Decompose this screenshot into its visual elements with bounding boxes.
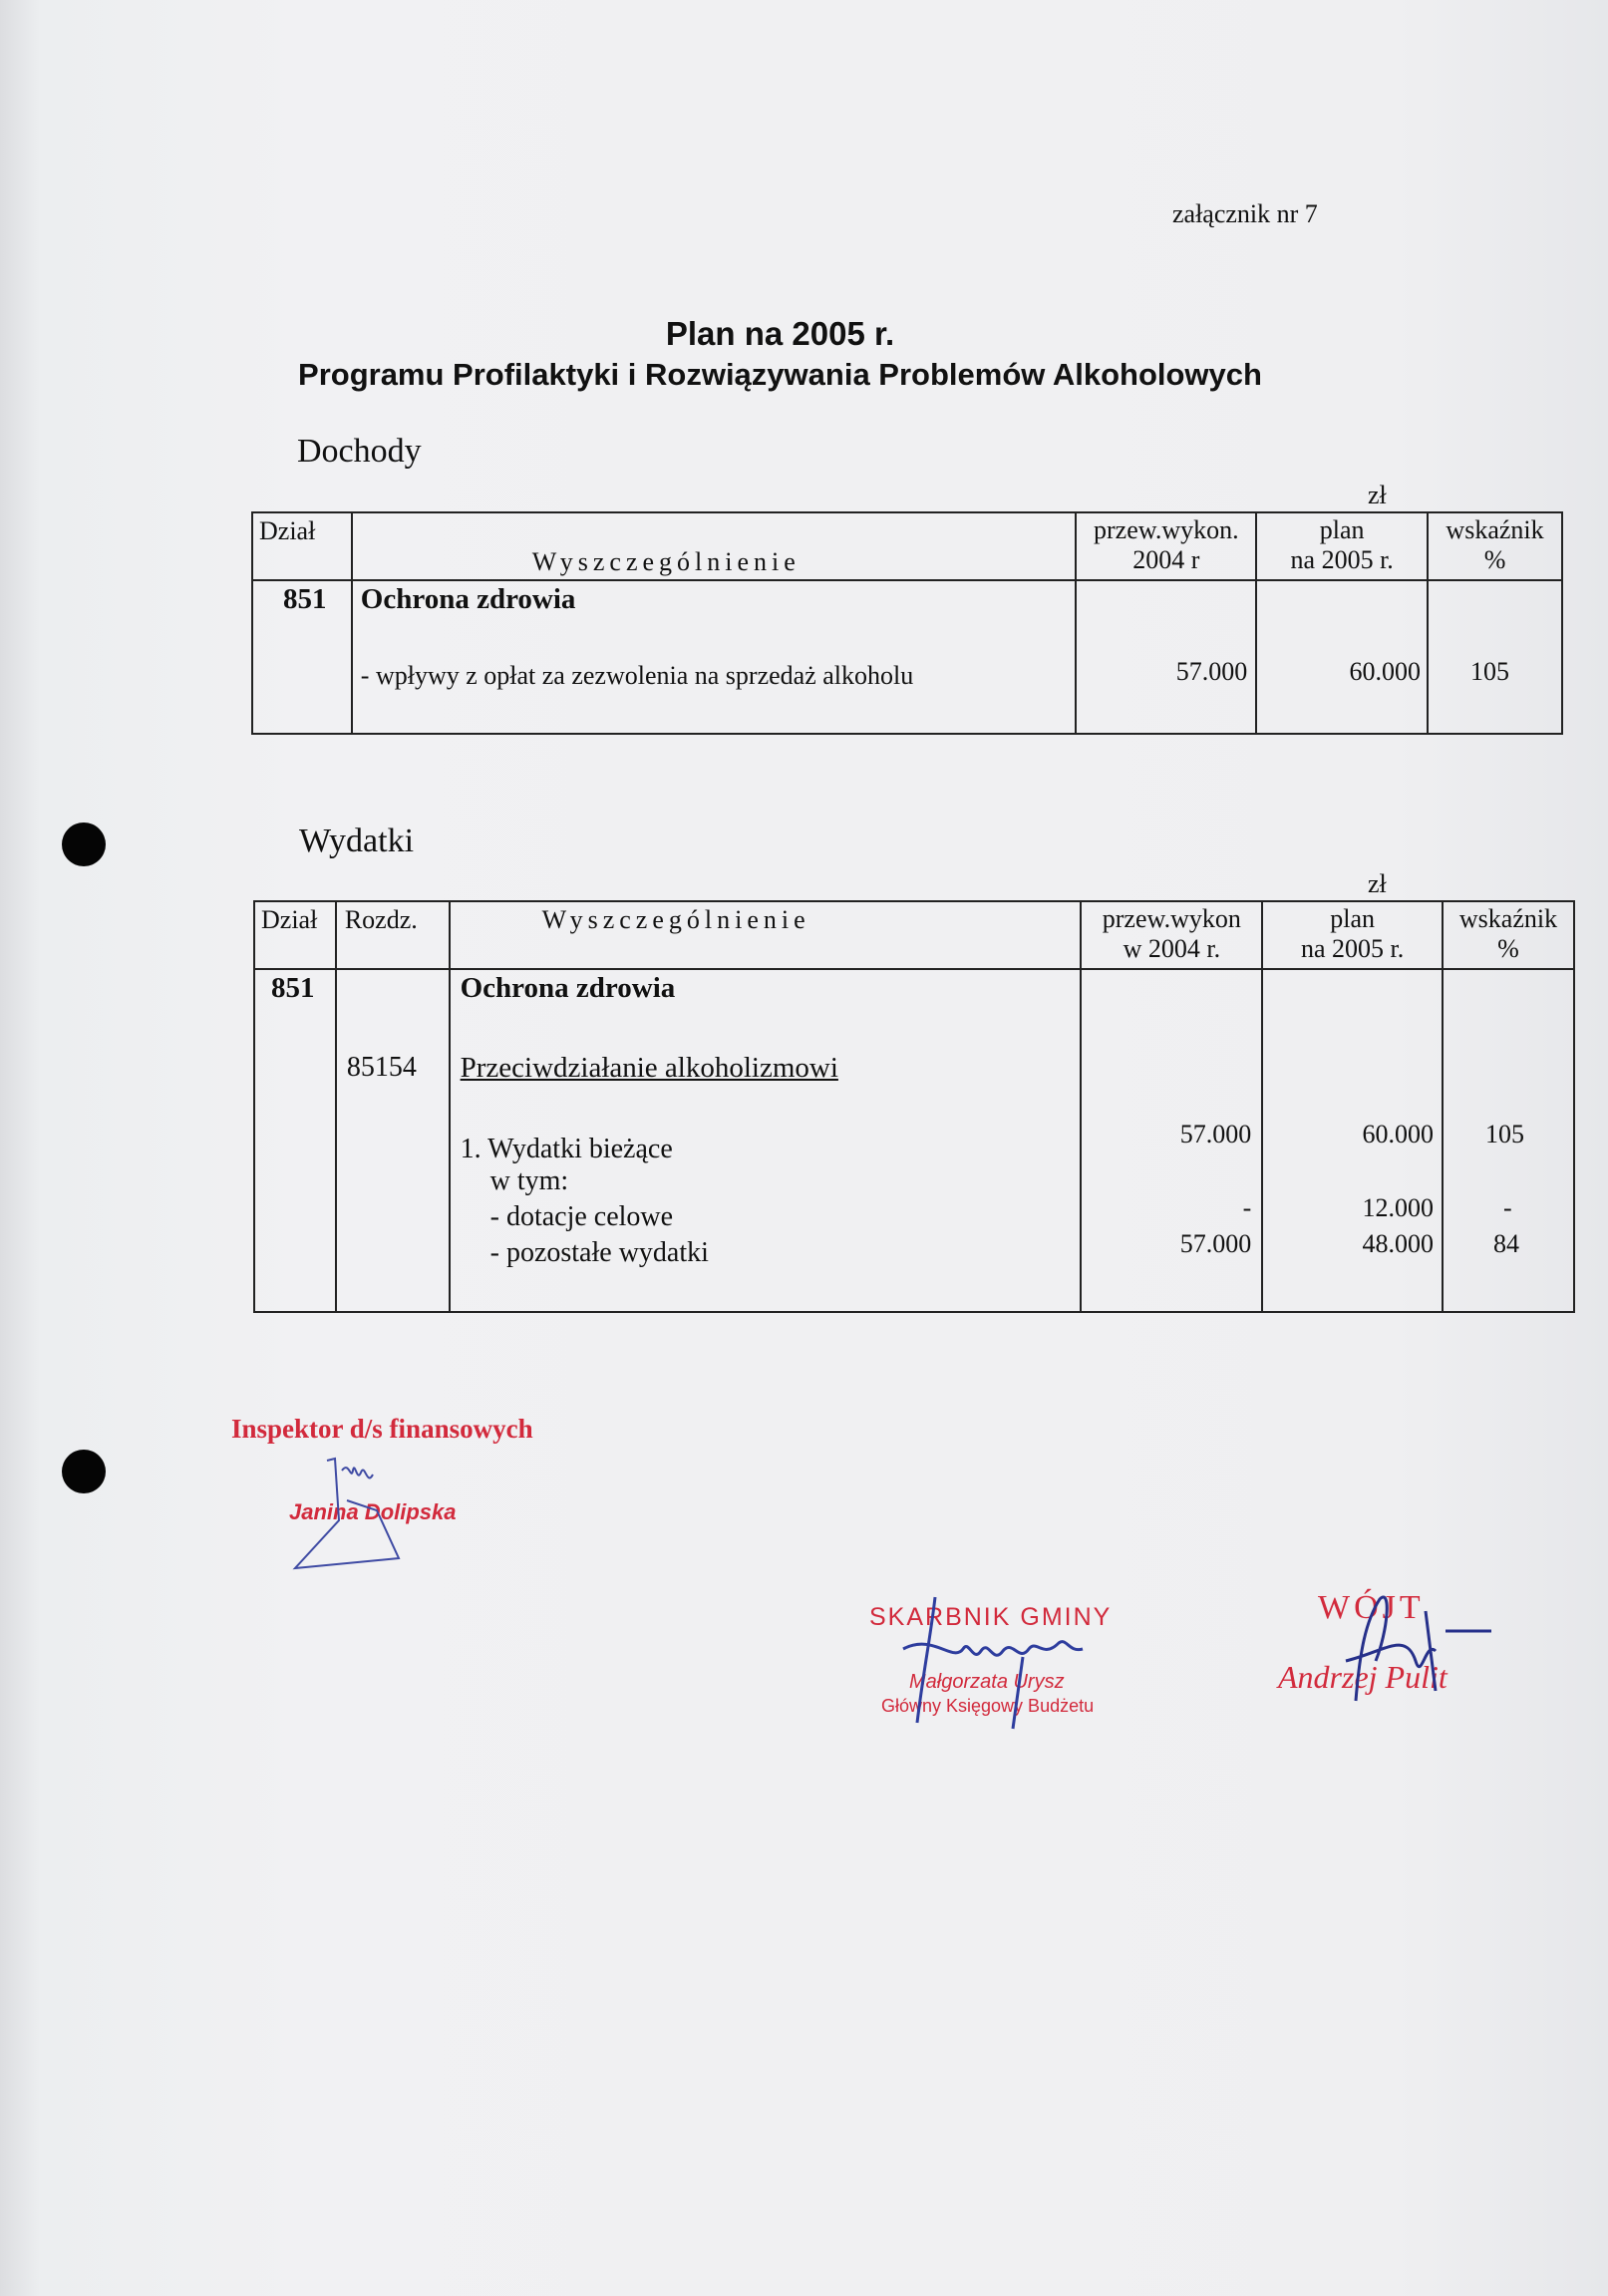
- document-title: Plan na 2005 r.: [665, 315, 895, 352]
- expenses-ind-value: 84: [1493, 1229, 1520, 1258]
- income-header-row: [252, 512, 1562, 580]
- inspector-signature: [287, 1451, 407, 1570]
- expenses-row-label: 1. Wydatki bieżące: [460, 1134, 673, 1164]
- expenses-section-title: Wydatki: [299, 822, 415, 859]
- income-data-row: [252, 580, 1562, 734]
- expenses-plan-cell: [1262, 969, 1443, 1312]
- expenses-ind-value: -: [1503, 1193, 1512, 1222]
- inspector-stamp-title: Inspektor d/s finansowych: [231, 1414, 533, 1444]
- expenses-header-ind: wskaźnik %: [1443, 901, 1574, 969]
- expenses-prev-value: 57.000: [1179, 1229, 1252, 1258]
- income-unit: zł: [1368, 481, 1387, 509]
- expenses-unit: zł: [1368, 869, 1387, 898]
- treasurer-stamp-name: Małgorzata Urysz: [909, 1671, 1065, 1693]
- mayor-signature: [1296, 1591, 1495, 1711]
- punch-hole: [62, 822, 106, 866]
- income-dzial-cell: 851: [252, 580, 352, 734]
- income-header-ind: wskaźnik %: [1428, 512, 1562, 580]
- expenses-ind-value: 105: [1485, 1120, 1525, 1148]
- income-header-desc: Wyszczególnienie: [352, 512, 1077, 580]
- income-prev-value: 57.000: [1175, 657, 1248, 686]
- expenses-rozdz-cell: [336, 969, 450, 1312]
- expenses-dzial-name: Ochrona zdrowia: [460, 972, 676, 1004]
- treasurer-stamp-role: Główny Księgowy Budżetu: [881, 1696, 1095, 1716]
- expenses-rozdz-name: Przeciwdziałanie alkoholizmowi: [460, 1052, 838, 1084]
- expenses-table: [253, 900, 1575, 1313]
- inspector-stamp-name: Janina Dolipska: [289, 1499, 457, 1524]
- expenses-prev-value: 57.000: [1179, 1120, 1252, 1148]
- treasurer-stamp-title: SKARBNIK GMINY: [869, 1603, 1113, 1631]
- expenses-desc-cell: [450, 969, 1082, 1312]
- income-desc-cell: [352, 580, 1077, 734]
- expenses-prev-cell: [1081, 969, 1262, 1312]
- expenses-header-desc: Wyszczególnienie: [450, 901, 1082, 969]
- expenses-data-row: [254, 969, 1574, 1312]
- expenses-prev-value: -: [1242, 1193, 1252, 1222]
- expenses-header-rozdz: Rozdz.: [336, 901, 450, 969]
- expenses-row-label: - pozostałe wydatki: [489, 1237, 709, 1268]
- document-subtitle: Programu Profilaktyki i Rozwiązywania Problemów Alkoholowych: [298, 357, 1262, 392]
- expenses-ind-cell: [1443, 969, 1574, 1312]
- expenses-header-prev: przew.wykon w 2004 r.: [1081, 901, 1262, 969]
- income-ind-value: 105: [1470, 657, 1510, 686]
- expenses-header-row: [254, 901, 1574, 969]
- mayor-stamp-title: WÓJT: [1318, 1589, 1425, 1626]
- mayor-stamp-name: Andrzej Pulit: [1278, 1659, 1447, 1695]
- income-item-label: - wpływy z opłat za zezwolenia na sprzedaż alkoholu: [360, 661, 914, 690]
- income-ind-cell: [1428, 580, 1562, 734]
- annex-label: załącznik nr 7: [1172, 199, 1318, 228]
- punch-hole: [62, 1450, 106, 1493]
- expenses-plan-value: 12.000: [1362, 1193, 1435, 1222]
- expenses-header-plan: plan na 2005 r.: [1262, 901, 1443, 969]
- expenses-row-label: - dotacje celowe: [489, 1201, 674, 1232]
- income-header-plan: plan na 2005 r.: [1256, 512, 1428, 580]
- income-prev-cell: [1076, 580, 1256, 734]
- income-plan-value: 60.000: [1349, 657, 1422, 686]
- treasurer-signature: [873, 1593, 1132, 1733]
- expenses-header-dzial: Dział: [254, 901, 336, 969]
- income-header-prev: przew.wykon. 2004 r: [1076, 512, 1256, 580]
- income-header-dzial: Dział: [252, 512, 352, 580]
- expenses-plan-value: 60.000: [1362, 1120, 1435, 1148]
- income-section-title: Dochody: [297, 433, 422, 470]
- expenses-plan-value: 48.000: [1362, 1229, 1435, 1258]
- income-table: [251, 511, 1563, 735]
- expenses-row-label: w tym:: [489, 1165, 569, 1196]
- expenses-rozdz-code: 85154: [346, 1052, 417, 1083]
- expenses-dzial-cell: 851: [254, 969, 336, 1312]
- income-dzial-name: Ochrona zdrowia: [360, 583, 576, 615]
- income-plan-cell: [1256, 580, 1428, 734]
